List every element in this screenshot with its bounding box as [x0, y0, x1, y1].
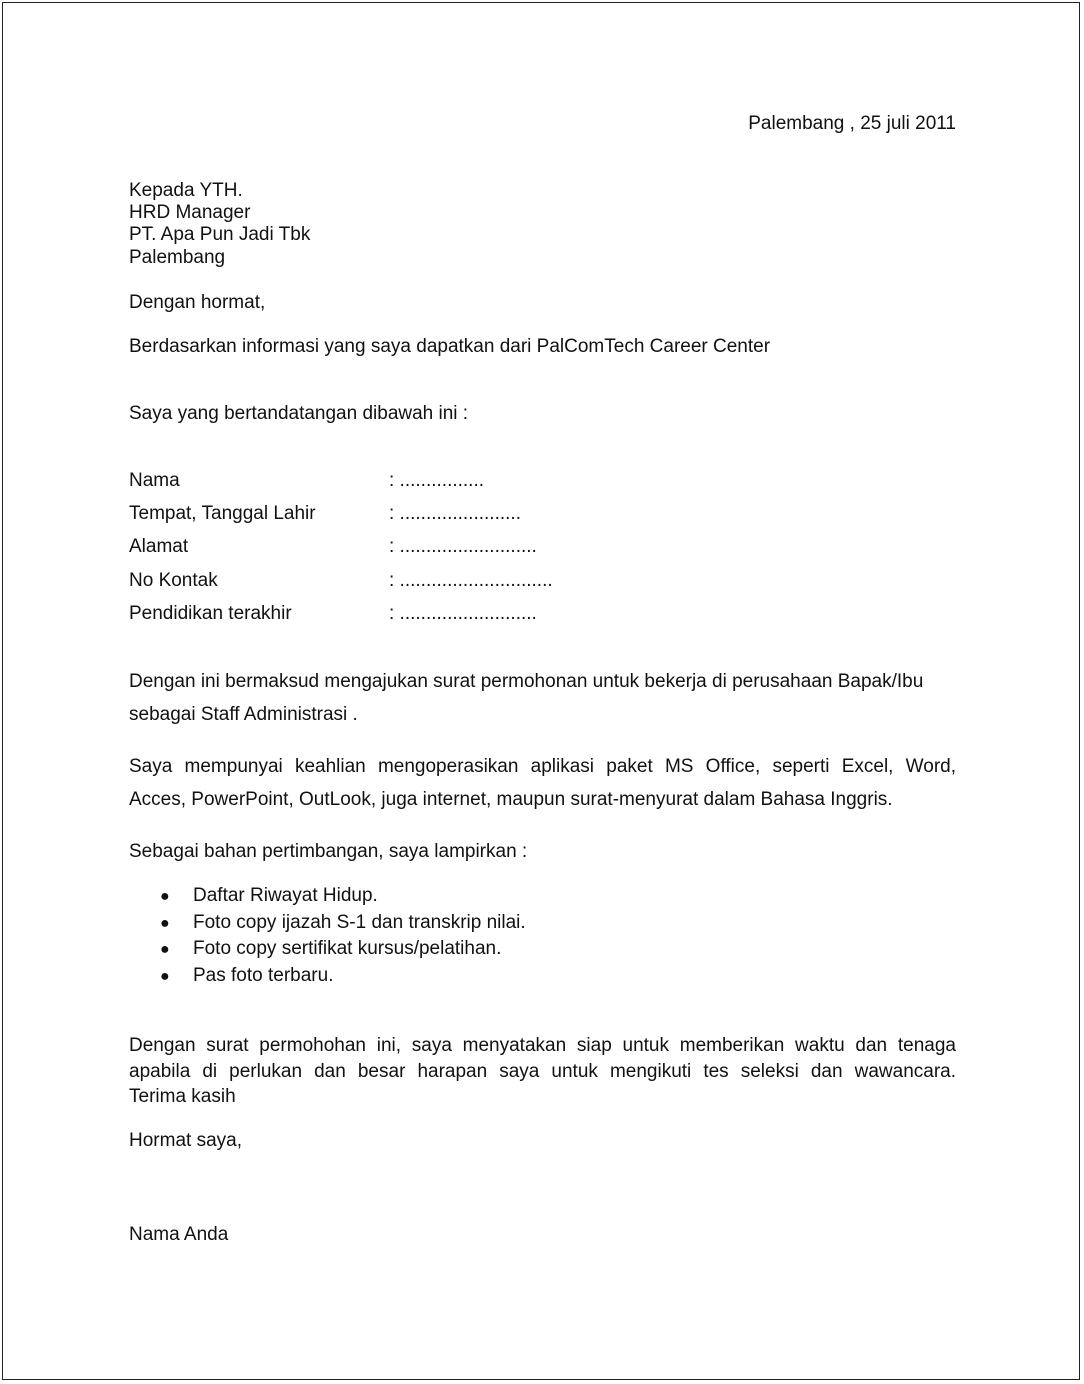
attachment-item [160, 965, 333, 988]
attachments-intro: Sebagai bahan pertimbangan, saya lampirkan : [129, 841, 528, 862]
recipient-line-3: PT. Apa Pun Jadi Tbk [129, 224, 311, 245]
recipient-line-1: Kepada YTH. [129, 180, 243, 201]
skills-line-1: Saya mempunyai keahlian mengoperasikan aplikasi paket MS Office, seperti Excel, Word, [129, 756, 956, 777]
thanks-line: Terima kasih [129, 1086, 236, 1107]
skills-line-2: Acces, PowerPoint, OutLook, juga internet, maupun surat-menyurat dalam Bahasa Inggris. [129, 789, 893, 810]
field-label-alamat: Alamat [129, 536, 189, 557]
regards-line: Hormat saya, [129, 1130, 242, 1151]
attachment-text: Foto copy ijazah S-1 dan transkrip nilai. [193, 912, 526, 933]
attachment-text: Foto copy sertifikat kursus/pelatihan. [193, 938, 502, 959]
field-value-ttl: : ....................... [389, 503, 521, 524]
field-label-pendidikan: Pendidikan terakhir [129, 603, 292, 624]
attachment-text: Daftar Riwayat Hidup. [193, 885, 378, 906]
bullet-icon: ● [160, 941, 170, 958]
attachment-text: Pas foto terbaru. [193, 965, 334, 986]
attachment-item [160, 938, 501, 961]
intro-paragraph: Berdasarkan informasi yang saya dapatkan dari PalComTech Career Center [129, 336, 771, 357]
signature-name: Nama Anda [129, 1224, 229, 1245]
field-value-nama: : ................ [389, 470, 485, 491]
attachment-item [160, 912, 526, 935]
bullet-icon: ● [160, 968, 170, 985]
field-value-alamat: : .......................... [389, 536, 537, 557]
field-label-kontak: No Kontak [129, 570, 218, 591]
letter-date: Palembang , 25 juli 2011 [748, 113, 956, 134]
recipient-line-2: HRD Manager [129, 202, 251, 223]
recipient-line-4: Palembang [129, 247, 226, 268]
bullet-icon: ● [160, 888, 170, 905]
field-value-pendidikan: : .......................... [389, 603, 537, 624]
undersigned-line: Saya yang bertandatangan dibawah ini : [129, 403, 469, 424]
purpose-line-2: sebagai Staff Administrasi . [129, 704, 358, 725]
purpose-line-1: Dengan ini bermaksud mengajukan surat permohonan untuk bekerja di perusahaan Bapak/Ibu [129, 671, 924, 692]
closing-line-1: Dengan surat permohohan ini, saya menyatakan siap untuk memberikan waktu dan tenaga [129, 1035, 956, 1056]
field-label-ttl: Tempat, Tanggal Lahir [129, 503, 316, 524]
closing-line-2: apabila di perlukan dan besar harapan saya untuk mengikuti tes seleksi dan wawancara. [129, 1061, 956, 1082]
salutation: Dengan hormat, [129, 292, 266, 313]
attachment-item [160, 885, 378, 908]
bullet-icon: ● [160, 915, 170, 932]
field-label-nama: Nama [129, 470, 180, 491]
field-value-kontak: : ............................. [389, 570, 553, 591]
